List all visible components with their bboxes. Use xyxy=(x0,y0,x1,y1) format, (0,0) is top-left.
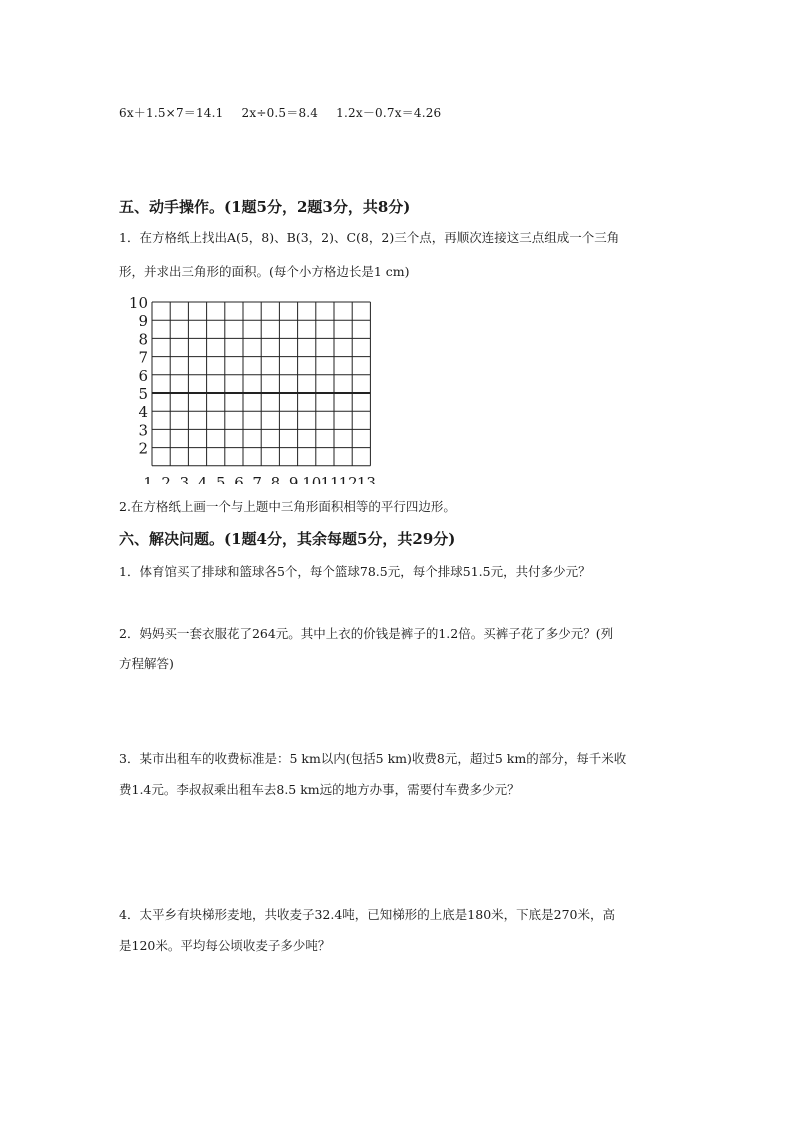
x-axis-label: 7 xyxy=(252,473,262,484)
x-axis-label: 12 xyxy=(338,473,358,484)
equation-1: 6x＋1.5×7＝14.1 xyxy=(119,106,224,120)
s6-q2-line1: 2．妈妈买一套衣服花了264元。其中上衣的价钱是裤子的1.2倍。买裤子花了多少元？(列 xyxy=(119,626,614,641)
x-axis-label: 1 xyxy=(143,473,153,484)
x-axis-label: 10 xyxy=(302,473,322,484)
x-axis-label: 13 xyxy=(356,473,376,484)
y-axis-label: 6 xyxy=(138,366,148,385)
equation-row xyxy=(119,104,455,121)
y-axis-label: 5 xyxy=(138,385,148,403)
s5-q1-line1: 1．在方格纸上找出A(5，8)、B(3，2)、C(8，2)三个点，再顺次连接这三点组成一个三角 xyxy=(119,230,620,245)
s6-q3-line1: 3．某市出租车的收费标准是：5 km以内(包括5 km)收费8元，超过5 km的部分，每千米收 xyxy=(119,751,627,766)
x-axis-label: 6 xyxy=(234,473,244,484)
equation-3: 1.2x－0.7x＝4.26 xyxy=(336,106,442,120)
y-axis-label: 8 xyxy=(138,330,148,349)
y-axis-label: 10 xyxy=(128,294,148,312)
s6-q2-line2: 方程解答) xyxy=(119,656,174,671)
x-axis-label: 4 xyxy=(197,473,208,484)
x-axis-label: 11 xyxy=(320,473,340,484)
x-axis-label: 8 xyxy=(270,473,281,484)
s6-q1: 1．体育馆买了排球和篮球各5个，每个篮球78.5元，每个排球51.5元，共付多少元？ xyxy=(119,564,591,579)
y-axis-label: 7 xyxy=(138,348,148,367)
s6-q3-line2: 费1.4元。李叔叔乘出租车去8.5 km远的地方办事，需要付车费多少元？ xyxy=(119,782,520,797)
x-axis-label: 9 xyxy=(288,473,299,484)
s6-q4-line2: 是120米。平均每公顷收麦子多少吨？ xyxy=(119,938,331,953)
x-axis-label: 3 xyxy=(179,473,190,484)
x-axis-label: 5 xyxy=(216,473,226,484)
y-axis-label: 4 xyxy=(138,403,148,422)
y-axis-label: 9 xyxy=(138,312,148,331)
s5-q2: 2.在方格纸上画一个与上题中三角形面积相等的平行四边形。 xyxy=(119,499,456,514)
equation-2: 2x÷0.5＝8.4 xyxy=(241,106,319,120)
y-axis-label: 2 xyxy=(138,439,148,458)
section5-title: 五、动手操作。(1题5分，2题3分，共8分) xyxy=(119,198,411,216)
section6-title: 六、解决问题。(1题4分，其余每题5分，共29分) xyxy=(119,530,456,548)
s6-q4-line1: 4．太平乡有块梯形麦地，共收麦子32.4吨，已知梯形的上底是180米，下底是270米，高 xyxy=(119,907,616,922)
s5-q1-line2: 形，并求出三角形的面积。(每个小方格边长是1 cm) xyxy=(119,264,410,279)
y-axis-label: 3 xyxy=(138,421,148,440)
coordinate-grid xyxy=(118,294,388,488)
x-axis-label: 2 xyxy=(161,473,171,484)
